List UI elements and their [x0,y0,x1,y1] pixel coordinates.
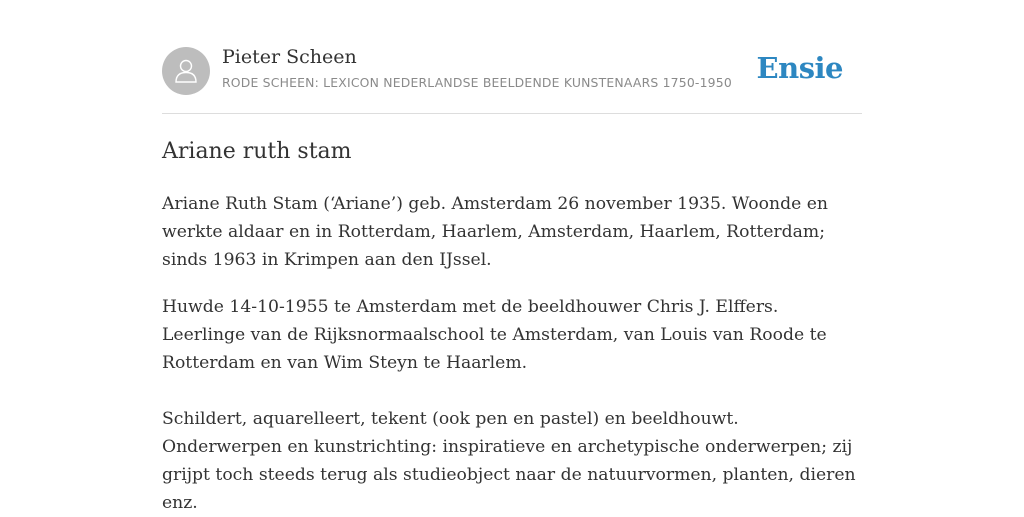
article-title: Ariane ruth stam [162,139,352,164]
source-name[interactable]: RODE SCHEEN: LEXICON NEDERLANDSE BEELDENDE KUNSTENAARS 1750-1950 [222,75,732,90]
article-card [162,0,862,513]
author-name[interactable]: Pieter Scheen [222,46,357,68]
article-paragraph-2: Huwde 14-10-1955 te Amsterdam met de beeldhouwer Chris J. Elffers. Leerlinge van de Rijksnormaalschool te Amsterdam, van Louis van Roode te Rotterdam en van Wim Steyn te Haarlem. [162,297,827,373]
avatar[interactable] [162,47,210,95]
article-paragraph-1: Ariane Ruth Stam (‘Ariane’) geb. Amsterdam 26 november 1935. Woonde en werkte aldaar en in Rotterdam, Haarlem, Amsterdam, Haarlem, Rotterdam; sinds 1963 in Krimpen aan den IJssel. [162,194,828,270]
article-paragraph-3: Schildert, aquarelleert, tekent (ook pen en pastel) en beeldhouwt. Onderwerpen en kunstrichting: inspiratieve en archetypische onderwerpen; zij grijpt toch steeds terug als studieobject naar de natuurvormen, planten, dieren enz. [162,409,856,513]
brand-logo[interactable]: Ensie [756,51,843,85]
user-icon [171,56,201,86]
article-header [162,0,862,114]
